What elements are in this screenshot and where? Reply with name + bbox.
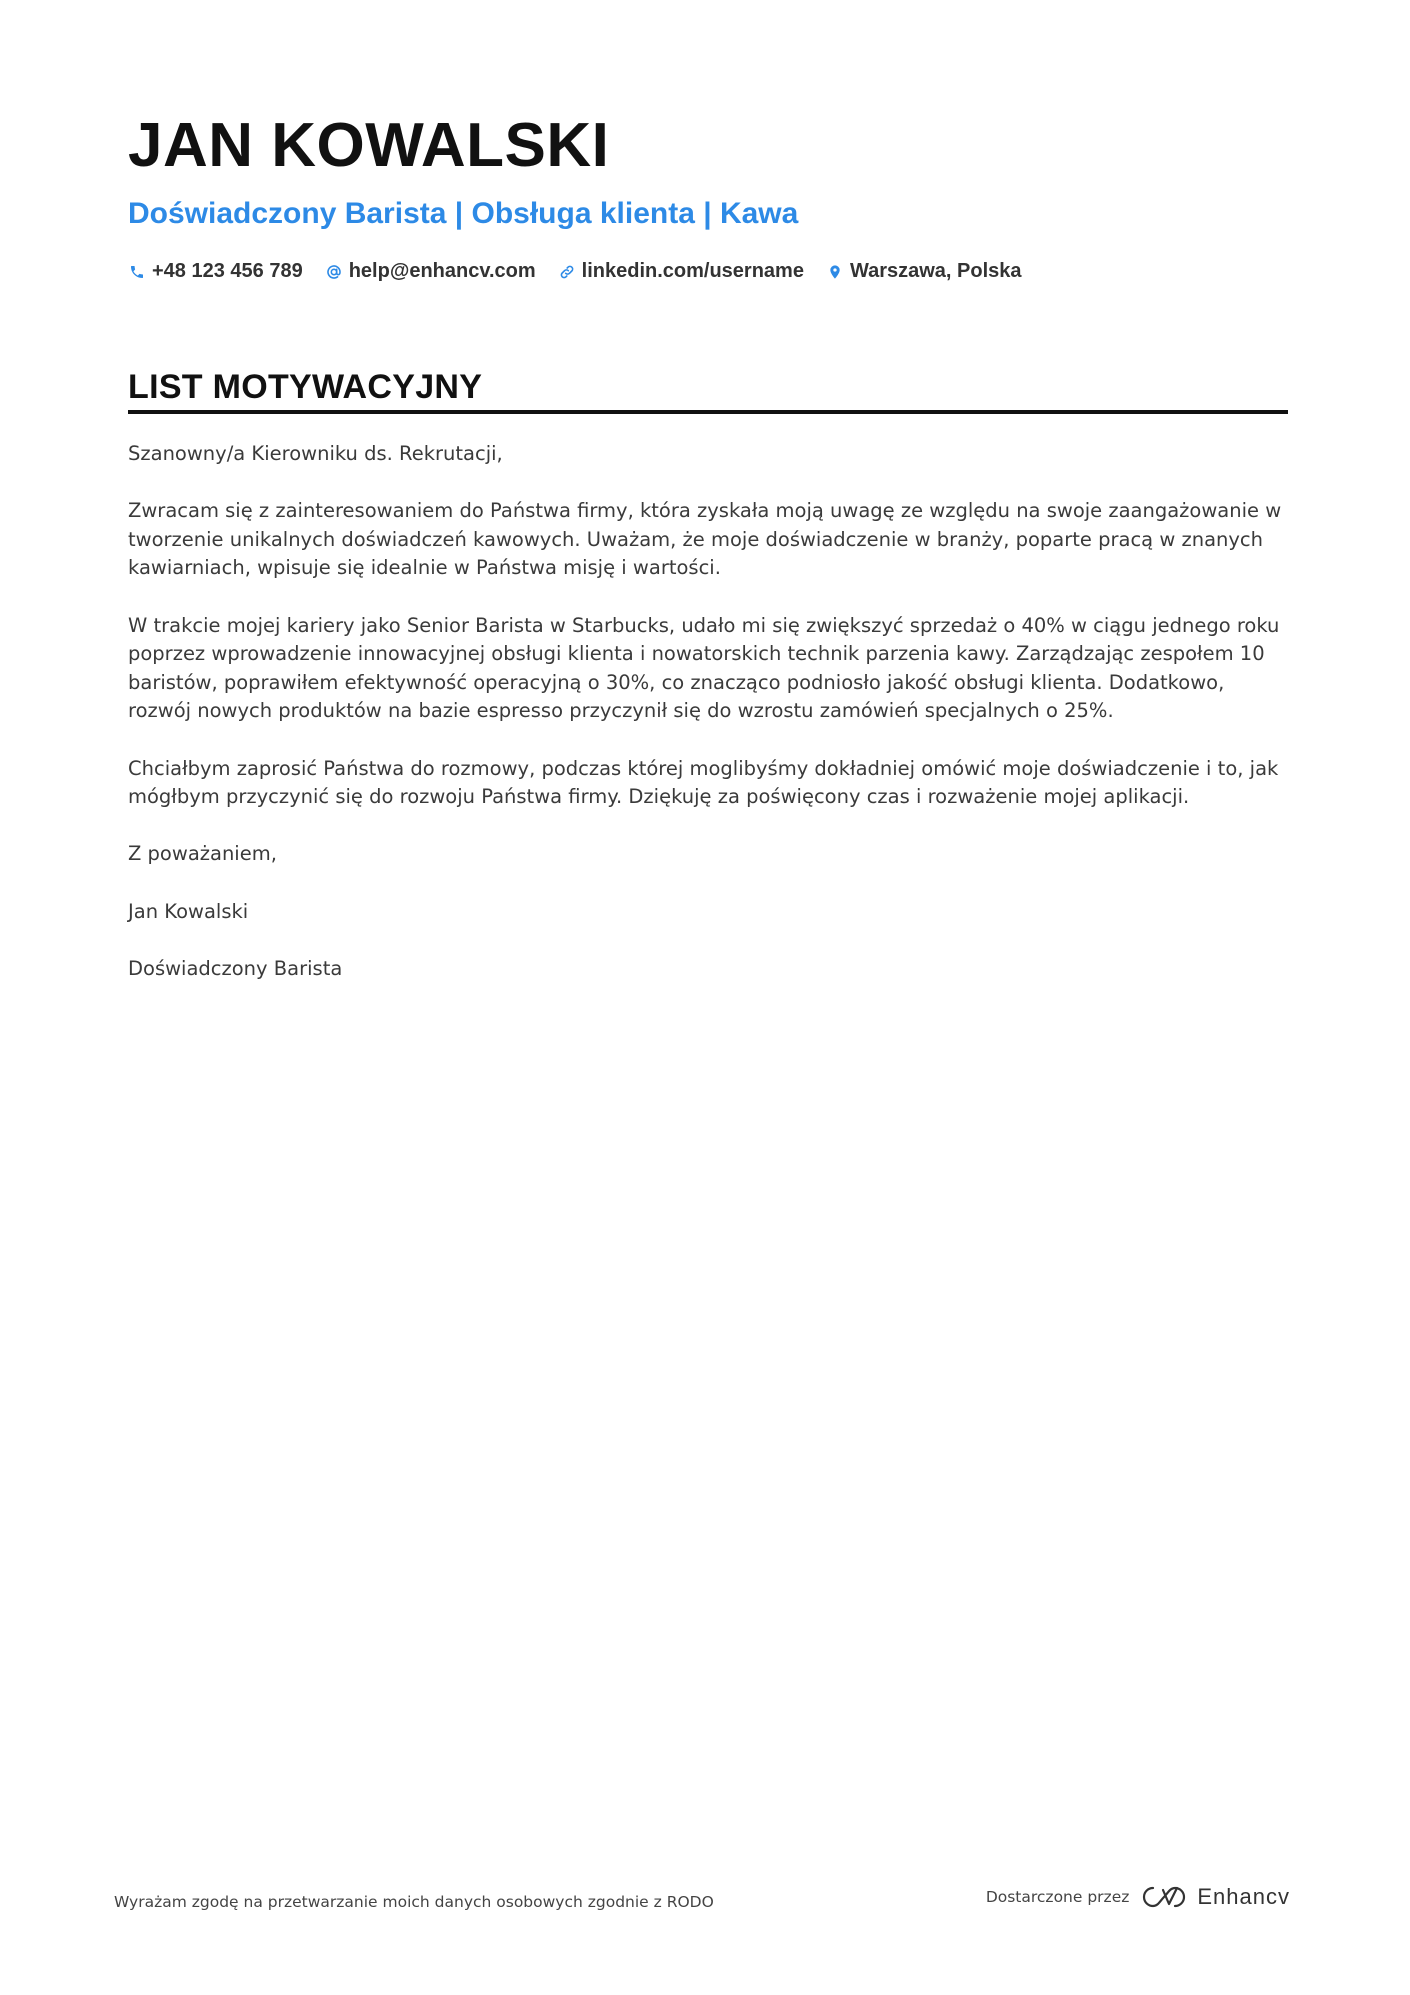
contact-linkedin[interactable]: [558, 260, 804, 283]
header: [128, 108, 1288, 283]
enhancv-logo-icon: [1141, 1884, 1187, 1910]
contact-linkedin-text: linkedin.com/username: [581, 260, 804, 282]
contact-phone-text: +48 123 456 789: [152, 260, 303, 282]
powered-by[interactable]: [986, 1884, 1290, 1910]
link-icon: [558, 262, 576, 282]
contact-phone[interactable]: [128, 260, 303, 283]
section-title: LIST MOTYWACYJNY: [128, 368, 483, 406]
contact-email[interactable]: [325, 260, 536, 283]
letter-closing: Z poważaniem,: [128, 842, 277, 866]
signature-title: Doświadczony Barista: [128, 956, 343, 980]
signature-name: Jan Kowalski: [128, 899, 249, 923]
letter-body: [128, 440, 1288, 1012]
candidate-name: JAN KOWALSKI: [128, 111, 610, 180]
contact-location: [826, 260, 1022, 283]
brand-name: Enhancv: [1197, 1884, 1290, 1909]
phone-icon: [128, 262, 146, 282]
contact-location-text: Warszawa, Polska: [849, 260, 1022, 282]
candidate-tagline: Doświadczony Barista | Obsługa klienta | Kawa: [128, 197, 799, 230]
location-pin-icon: [826, 262, 844, 282]
at-icon: [325, 262, 343, 282]
letter-greeting: Szanowny/a Kierowniku ds. Rekrutacji,: [128, 442, 503, 465]
powered-by-label: Dostarczone przez: [985, 1888, 1130, 1906]
contact-email-text: help@enhancv.com: [348, 260, 536, 282]
letter-paragraph: W trakcie mojej kariery jako Senior Barista w Starbucks, udało mi się zwiększyć sprzedaż o 40% w ciągu jednego roku poprzez wprowadzenie innowacyjnej obsługi klienta i nowatorskich technik parzenia kawy. Zarządzając zespołem 10 baristów, poprawiłem efektywność operacyjną o 30%, co znacząco podniosło jakość obsługi klienta. Dodatkowo, rozwój nowych produktów na bazie espresso przyczynił się do wzrostu zamówień specjalnych o 25%.: [128, 613, 1280, 723]
contact-row: [128, 260, 1288, 283]
letter-paragraph: Zwracam się z zainteresowaniem do Państwa firmy, która zyskała moją uwagę ze względu na swoje zaangażowanie w tworzenie unikalnych doświadczeń kawowych. Uważam, że moje doświadczenie w branży, poparte pracą w znanych kawiarniach, wpisuje się idealnie w Państwa misję i wartości.: [128, 499, 1282, 580]
letter-paragraph: Chciałbym zaprosić Państwa do rozmowy, podczas której moglibyśmy dokładniej omówić moje doświadczenie i to, jak mógłbym przyczynić się do rozwoju Państwa firmy. Dziękuję za poświęcony czas i rozważenie mojej aplikacji.: [128, 756, 1279, 809]
section-divider: [128, 410, 1288, 414]
gdpr-consent-note: Wyrażam zgodę na przetwarzanie moich danych osobowych zgodnie z RODO: [114, 1893, 714, 1911]
